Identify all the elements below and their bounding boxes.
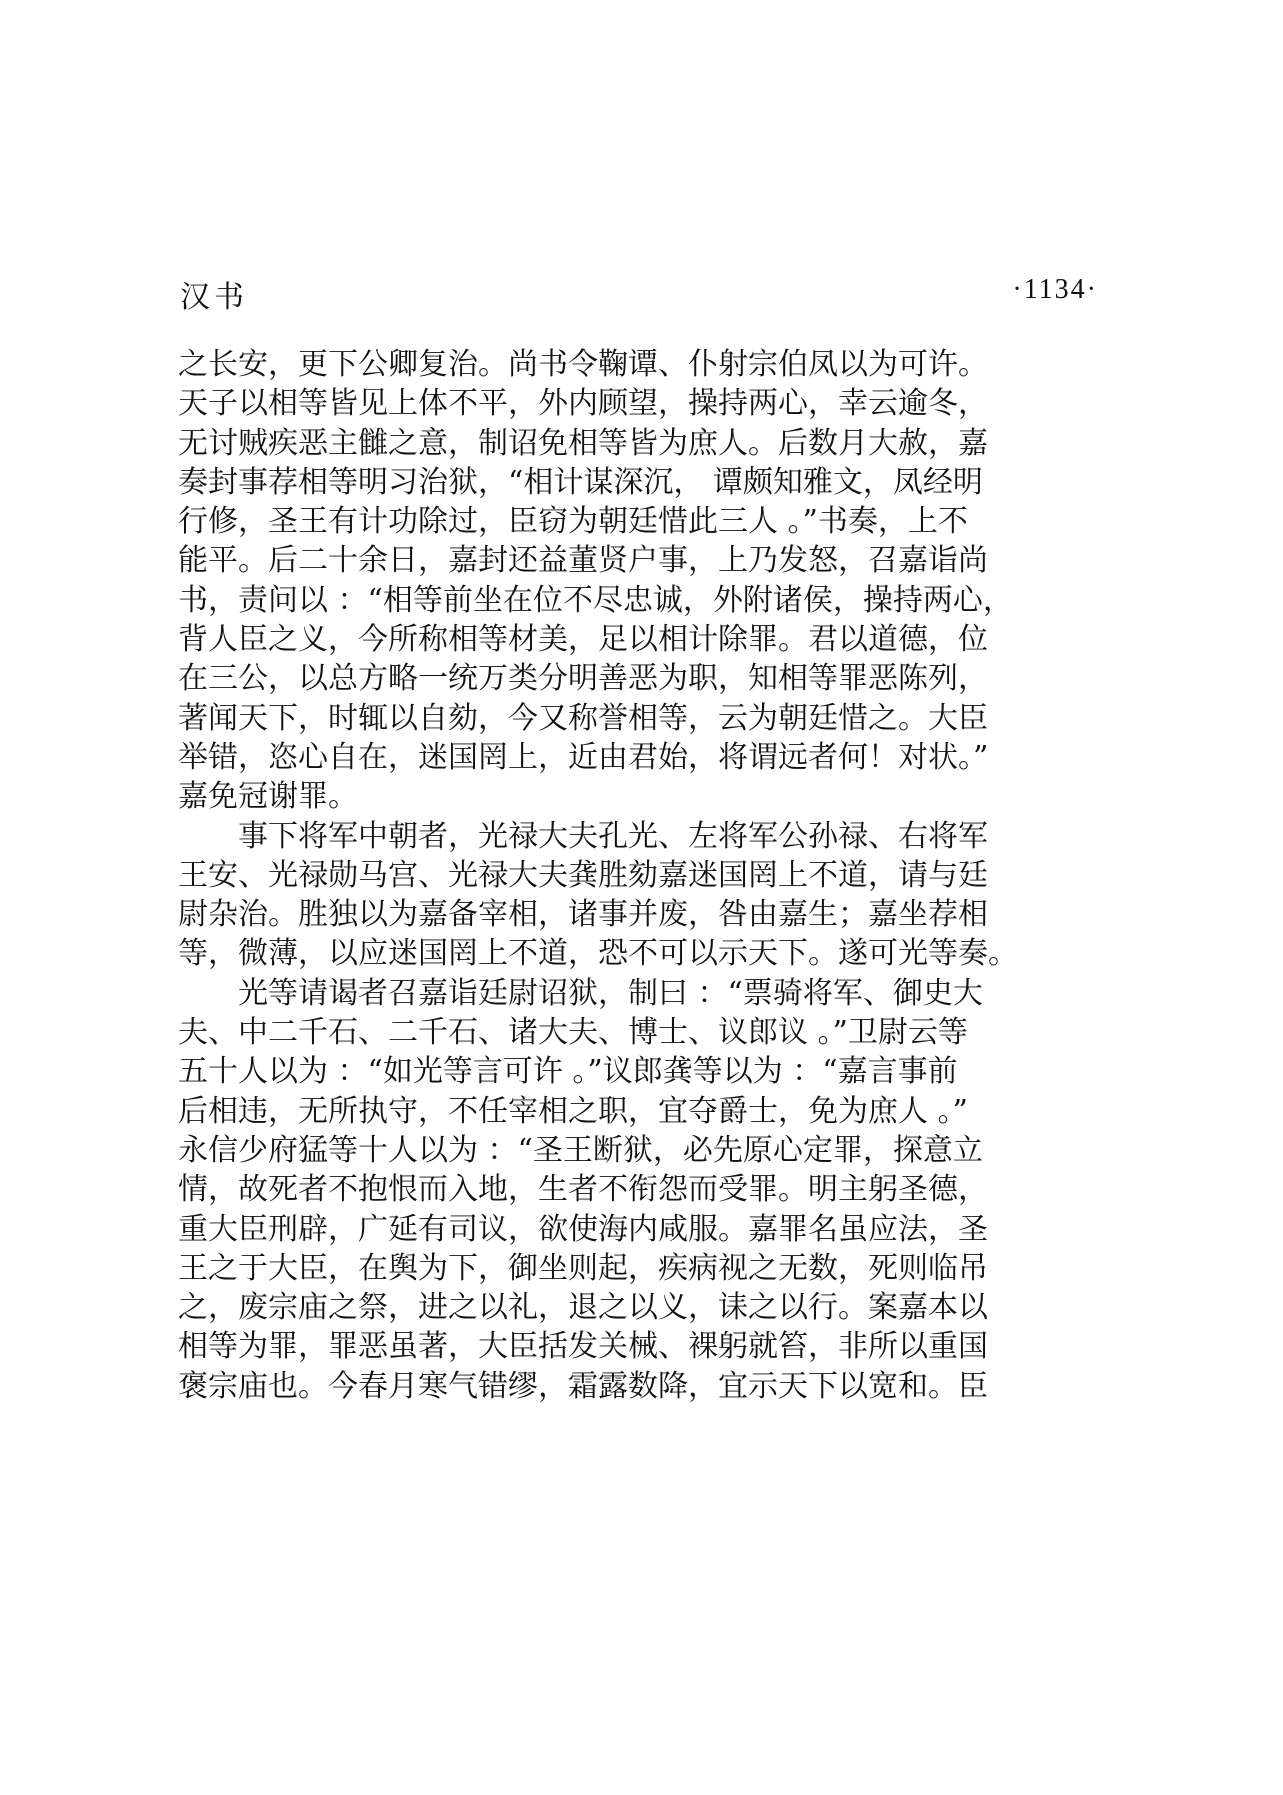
page-number: ·1134·	[1012, 274, 1098, 305]
text-line: 重大臣刑辟，广延有司议，欲使海内咸服。嘉罪名虽应法，圣	[178, 1211, 988, 1247]
body-text	[178, 345, 1098, 1406]
paragraph-start-line: 光等请谒者召嘉诣廷尉诏狱，制曰 ：“票骑将军、御史大	[238, 975, 983, 1011]
text-line: 能平。后二十余日，嘉封还益董贤户事，上乃发怒，召嘉诣尚	[178, 543, 988, 579]
text-line: 之，废宗庙之祭，进之以礼，退之以义，诔之以行。案嘉本以	[178, 1290, 988, 1326]
text-line: 王之于大臣，在舆为下，御坐则起，疾病视之无数，死则临吊	[178, 1250, 988, 1286]
text-line: 五十人以为 ：“如光等言可许 。”议郎龚等以为 ：“嘉言事前	[178, 1054, 958, 1090]
book-title: 汉书	[180, 280, 248, 315]
text-line: 后相违，无所执守，不任宰相之职，宜夺爵士，免为庶人 。”	[178, 1093, 968, 1129]
paragraph-start-line: 事下将军中朝者，光禄大夫孔光、左将军公孙禄、右将军	[238, 818, 988, 854]
page-header	[178, 272, 1098, 315]
text-line: 王安、光禄勋马宫、光禄大夫龚胜劾嘉迷国罔上不道，请与廷	[178, 857, 988, 893]
text-line: 永信少府猛等十人以为 ：“圣王断狱，必先原心定罪，探意立	[178, 1132, 983, 1168]
text-line: 背人臣之义，今所称相等材美，足以相计除罪。君以道德，位	[178, 622, 988, 658]
text-line: 在三公，以总方略一统万类分明善恶为职，知相等罪恶陈列，	[178, 661, 988, 697]
text-line: 夫、中二千石、二千石、诸大夫、博士、议郎议 。”卫尉云等	[178, 1015, 968, 1051]
text-line: 行修，圣王有计功除过，臣窃为朝廷惜此三人 。”书奏，上不	[178, 504, 968, 540]
text-line: 书，责问以 ：“相等前坐在位不尽忠诚，外附诸侯，操持两心，	[178, 582, 1013, 618]
text-line: 情，故死者不抱恨而入地，生者不衔怨而受罪。明主躬圣德，	[178, 1172, 988, 1208]
text-line: 著闻天下，时辄以自劾，今又称誉相等，云为朝廷惜之。大臣	[178, 700, 988, 736]
text-line: 相等为罪，罪恶虽著，大臣括发关械、裸躬就笞，非所以重国	[178, 1329, 988, 1365]
text-line: 奏封事荐相等明习治狱，“相计谋深沉， 谭颇知雅文，凤经明	[178, 464, 983, 500]
text-line: 无讨贼疾恶主雠之意，制诏免相等皆为庶人。后数月大赦，嘉	[178, 425, 988, 461]
text-line: 天子以相等皆见上体不平，外内顾望，操持两心，幸云逾冬，	[178, 386, 988, 422]
text-line: 尉杂治。胜独以为嘉备宰相，诸事并废，咎由嘉生；嘉坐荐相	[178, 897, 988, 933]
text-line: 褒宗庙也。今春月寒气错缪，霜露数降，宜示天下以宽和。臣	[178, 1368, 988, 1404]
text-line: 等，微薄，以应迷国罔上不道，恐不可以示天下。遂可光等奏。	[178, 936, 1018, 972]
text-line: 之长安，更下公卿复治。尚书令鞠谭、仆射宗伯凤以为可许。	[178, 347, 988, 382]
text-line: 嘉免冠谢罪。	[178, 779, 358, 815]
text-line: 举错，恣心自在，迷国罔上，近由君始，将谓远者何！对状。”	[178, 739, 989, 775]
